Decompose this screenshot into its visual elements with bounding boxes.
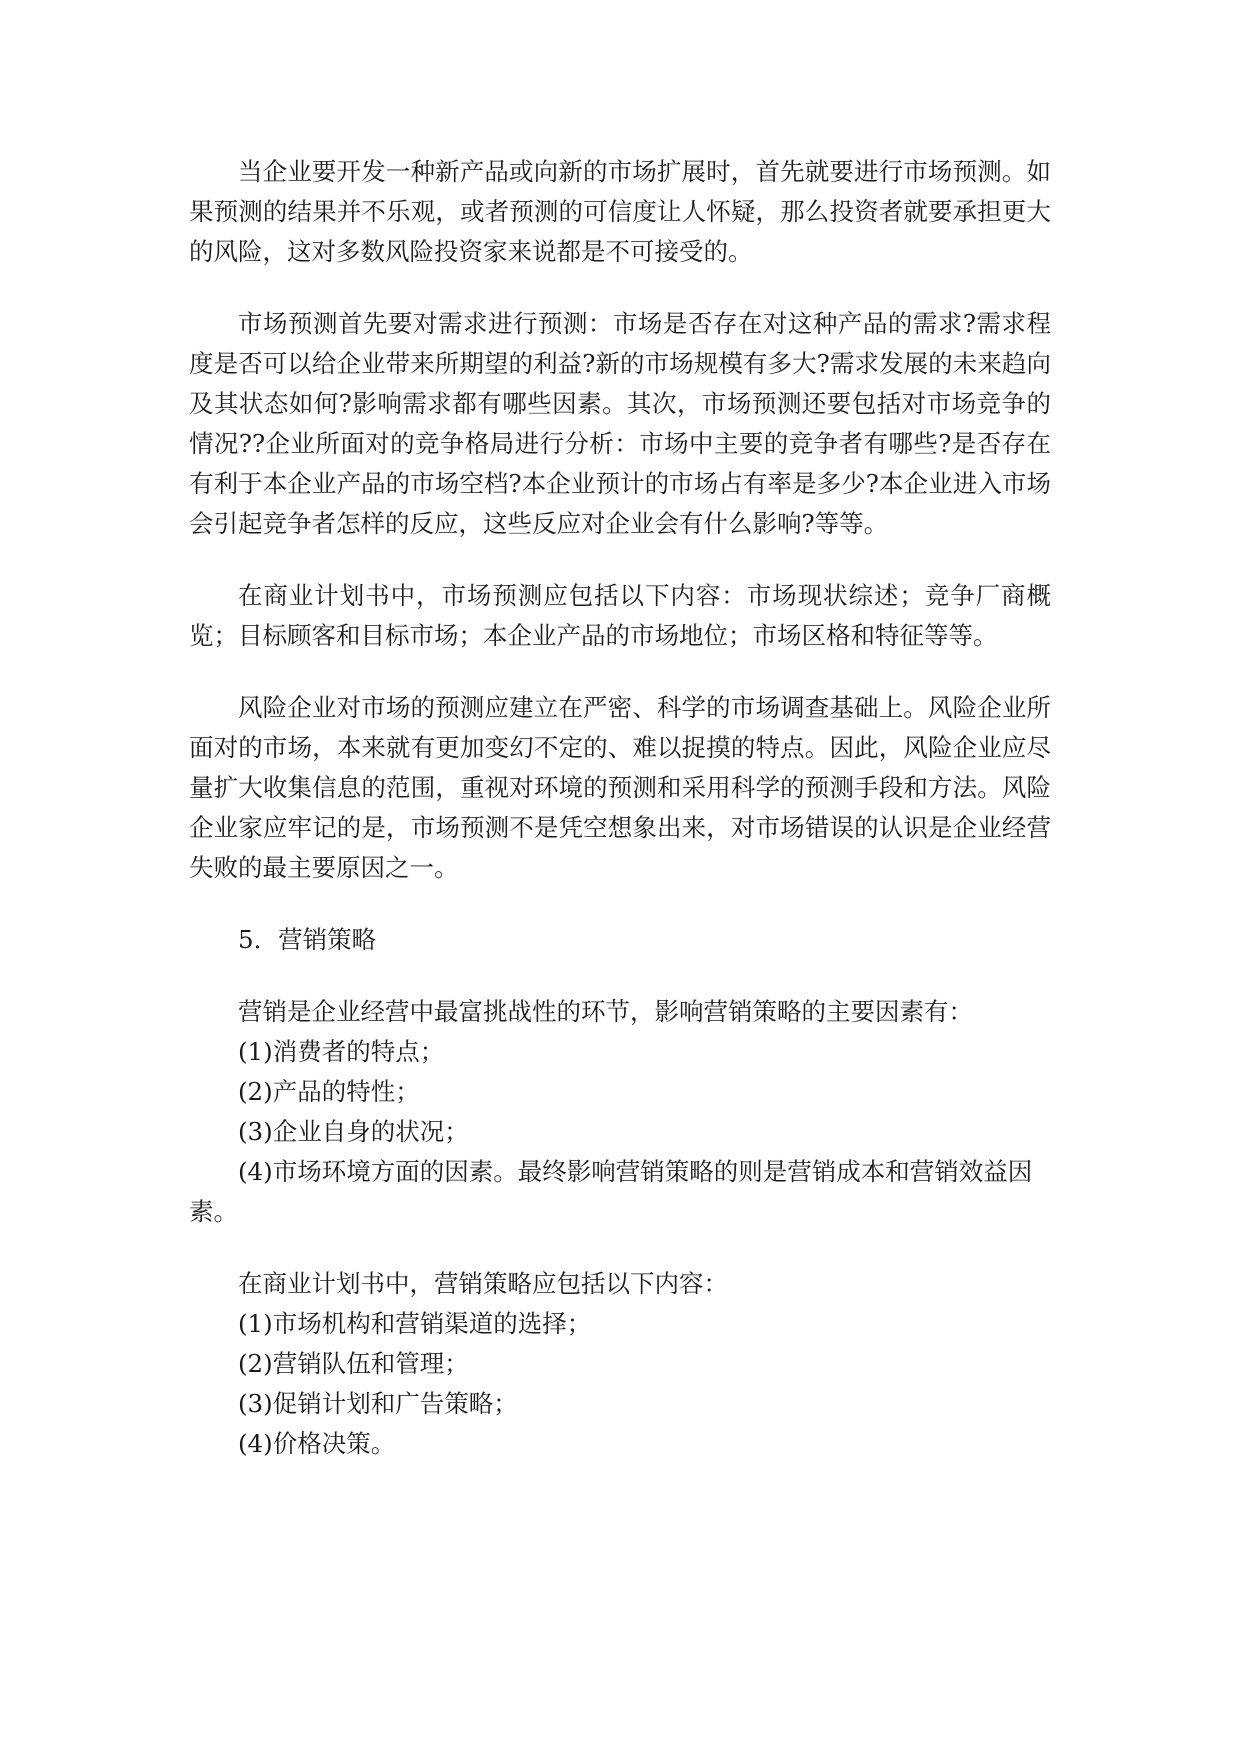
paragraph-demand-forecast: 市场预测首先要对需求进行预测：市场是否存在对这种产品的需求?需求程度是否可以给企业带来所期望的利益?新的市场规模有多大?需求发展的未来趋向及其状态如何?影响需求都有哪些因素。其次，市场预测还要包括对市场竞争的情况??企业所面对的竞争格局进行分析：市场中主要的竞争者有哪些?是否存在有利于本企业产品的市场空档?本企业预计的市场占有率是多少?本企业进入市场会引起竞争者怎样的反应，这些反应对企业会有什么影响?等等。 (189, 309, 1051, 538)
paragraph-business-plan-forecast-contents: 在商业计划书中，市场预测应包括以下内容：市场现状综述；竞争厂商概览；目标顾客和目标市场；本企业产品的市场地位；市场区格和特征等等。 (189, 581, 1051, 650)
marketing-plan-intro: 在商业计划书中，营销策略应包括以下内容： (238, 1269, 728, 1298)
marketing-factors-intro: 营销是企业经营中最富挑战性的环节，影响营销策略的主要因素有： (238, 997, 973, 1026)
section-heading-marketing-strategy: 5．营销策略 (238, 925, 377, 954)
list-item: (1)市场机构和营销渠道的选择； (238, 1309, 592, 1338)
paragraph-risk-enterprise-forecast: 风险企业对市场的预测应建立在严密、科学的市场调查基础上。风险企业所面对的市场，本来就有更加变幻不定的、难以捉摸的特点。因此，风险企业应尽量扩大收集信息的范围，重视对环境的预测和采用科学的预测手段和方法。风险企业家应牢记的是，市场预测不是凭空想象出来，对市场错误的认识是企业经营失败的最主要原因之一。 (189, 693, 1051, 882)
list-item: (3)企业自身的状况； (238, 1117, 469, 1146)
marketing-factors-block (189, 992, 1051, 1232)
list-item: (4)市场环境方面的因素。最终影响营销策略的则是营销成本和营销效益因 (238, 1157, 1033, 1186)
list-item: (2)产品的特性； (238, 1077, 420, 1106)
document-body (189, 152, 1051, 1496)
paragraph-market-forecast-intro: 当企业要开发一种新产品或向新的市场扩展时，首先就要进行市场预测。如果预测的结果并不乐观，或者预测的可信度让人怀疑，那么投资者就要承担更大的风险，这对多数风险投资家来说都是不可接受的。 (189, 157, 1051, 266)
list-item: (1)消费者的特点； (238, 1037, 445, 1066)
list-item: (4)价格决策。 (238, 1429, 396, 1458)
marketing-plan-block (189, 1264, 1051, 1464)
list-item-continuation: 素。 (189, 1197, 238, 1226)
list-item: (2)营销队伍和管理； (238, 1349, 469, 1378)
list-item: (3)促销计划和广告策略； (238, 1389, 518, 1418)
